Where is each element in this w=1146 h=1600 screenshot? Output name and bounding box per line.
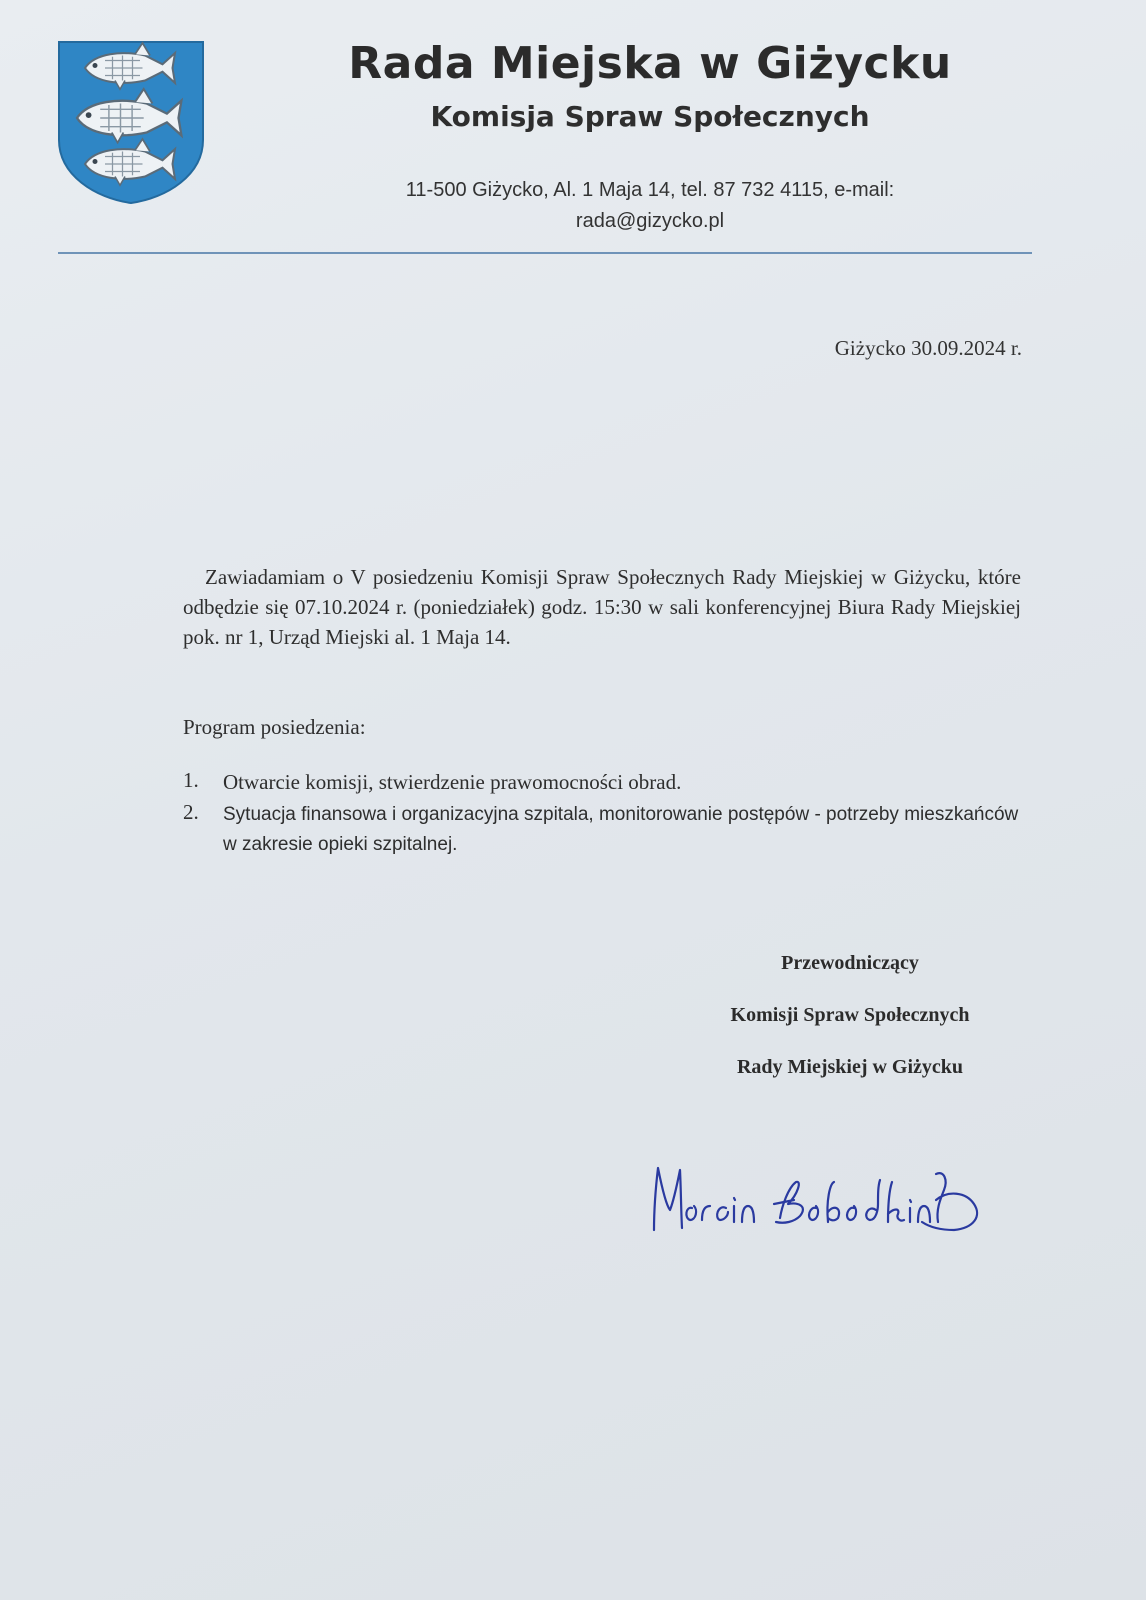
handwritten-signature: [648, 1160, 998, 1260]
list-item-number: 1.: [183, 768, 199, 792]
signatory-title: Przewodniczący: [781, 952, 919, 974]
list-item: [183, 800, 1033, 860]
signatory-committee: Komisji Spraw Społecznych: [730, 1004, 970, 1026]
email-address: rada@gizycko.pl: [575, 210, 725, 232]
program-heading: Program posiedzenia:: [183, 715, 366, 739]
list-item-text: Otwarcie komisji, stwierdzenie prawomocności obrad.: [223, 770, 682, 794]
address-block: [300, 175, 1000, 237]
list-item-text: Sytuacja finansowa i organizacyjna szpitala, monitorowanie postępów - potrzeby mieszkańców w zakresie opieki szpitalnej.: [223, 804, 1019, 855]
committee-name: Komisja Spraw Społecznych: [430, 100, 870, 133]
list-item-number: 2.: [183, 800, 199, 824]
coat-of-arms-icon: [57, 40, 205, 205]
document-date: Giżycko 30.09.2024 r.: [834, 336, 1022, 360]
address-line: 11-500 Giżycko, Al. 1 Maja 14, tel. 87 732 4115, e-mail:: [405, 179, 895, 201]
header-divider: [58, 252, 1032, 254]
signatory-block: [650, 952, 1050, 1108]
page-title: Rada Miejska w Giżycku: [348, 38, 952, 89]
list-item: [183, 768, 1033, 796]
signatory-council: Rady Miejskiej w Giżycku: [736, 1056, 964, 1078]
notice-paragraph: Zawiadamiam o V posiedzeniu Komisji Spraw Społecznych Rady Miejskiej w Giżycku, które odbędzie się 07.10.2024 r. (poniedziałek) godz. 15:30 w sali konferencyjnej Biura Rady Miejskiej pok. nr 1, Urząd Miejski al. 1 Maja 14.: [183, 565, 1021, 649]
agenda-list: [183, 768, 1033, 860]
